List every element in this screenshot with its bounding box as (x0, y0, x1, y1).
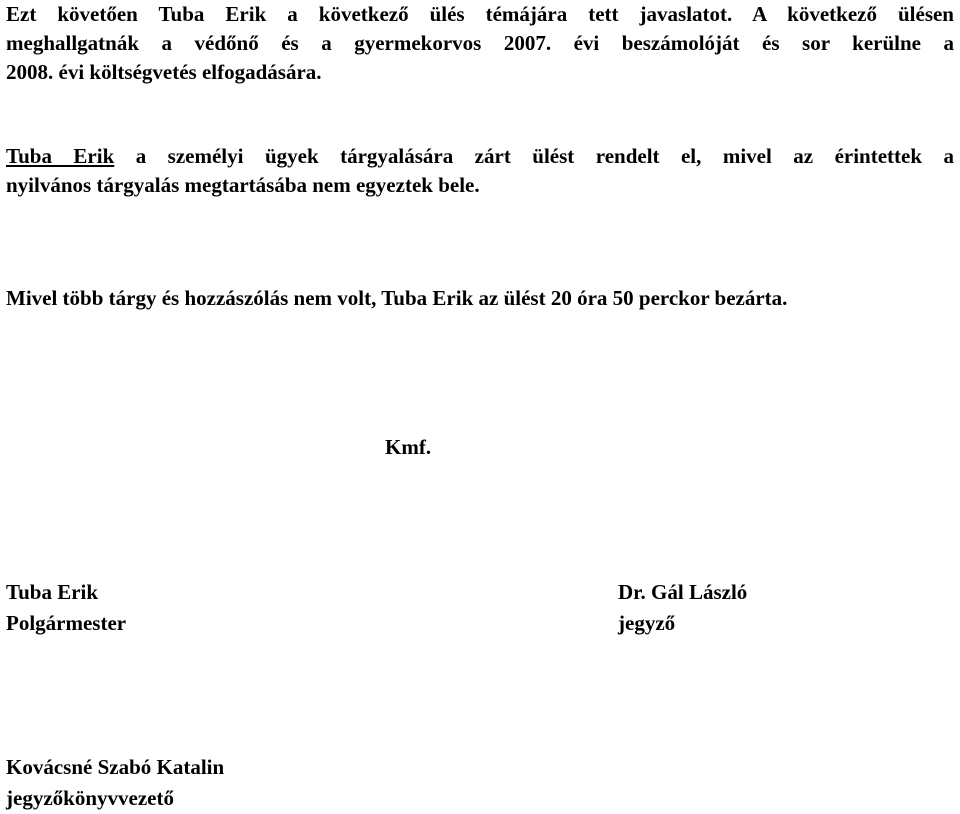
signature-notary (618, 577, 747, 639)
signature-mayor-title: Polgármester (6, 611, 127, 635)
paragraph2-line1-rest: a személyi ügyek tárgyalására zárt ülést rendelt el, mivel az érintettek a (114, 144, 955, 168)
paragraph1-line3: 2008. évi költségvetés elfogadására. (6, 60, 322, 84)
paragraph-closed-session (6, 142, 954, 200)
signature-notary-name: Dr. Gál László (618, 580, 748, 604)
signature-recorder-name: Kovácsné Szabó Katalin (6, 755, 225, 779)
paragraph3-line1: Mivel több tárgy és hozzászólás nem volt, Tuba Erik az ülést 20 óra 50 perckor bezárta. (6, 286, 788, 310)
paragraph-closing (6, 284, 954, 313)
signature-recorder-title: jegyzőkönyvvezető (6, 786, 174, 810)
signature-mayor-name: Tuba Erik (6, 580, 99, 604)
paragraph1-line1: Ezt követően Tuba Erik a következő ülés témájára tett javaslatot. A következő ülésen (6, 2, 954, 26)
signature-mayor (6, 577, 126, 639)
mayor-name-underlined: Tuba Erik (6, 144, 115, 168)
paragraph2-line2: nyilvános tárgyalás megtartásába nem egyeztek bele. (6, 173, 480, 197)
paragraph1-line2: meghallgatnák a védőnő és a gyermekorvos 2007. évi beszámolóját és sor kerülne a (6, 31, 954, 55)
signature-recorder (6, 752, 224, 814)
kmf-label: Kmf. (385, 435, 432, 459)
paragraph2-line1 (6, 142, 954, 171)
paragraph-next-meeting (6, 0, 954, 87)
signature-notary-title: jegyző (618, 611, 676, 635)
